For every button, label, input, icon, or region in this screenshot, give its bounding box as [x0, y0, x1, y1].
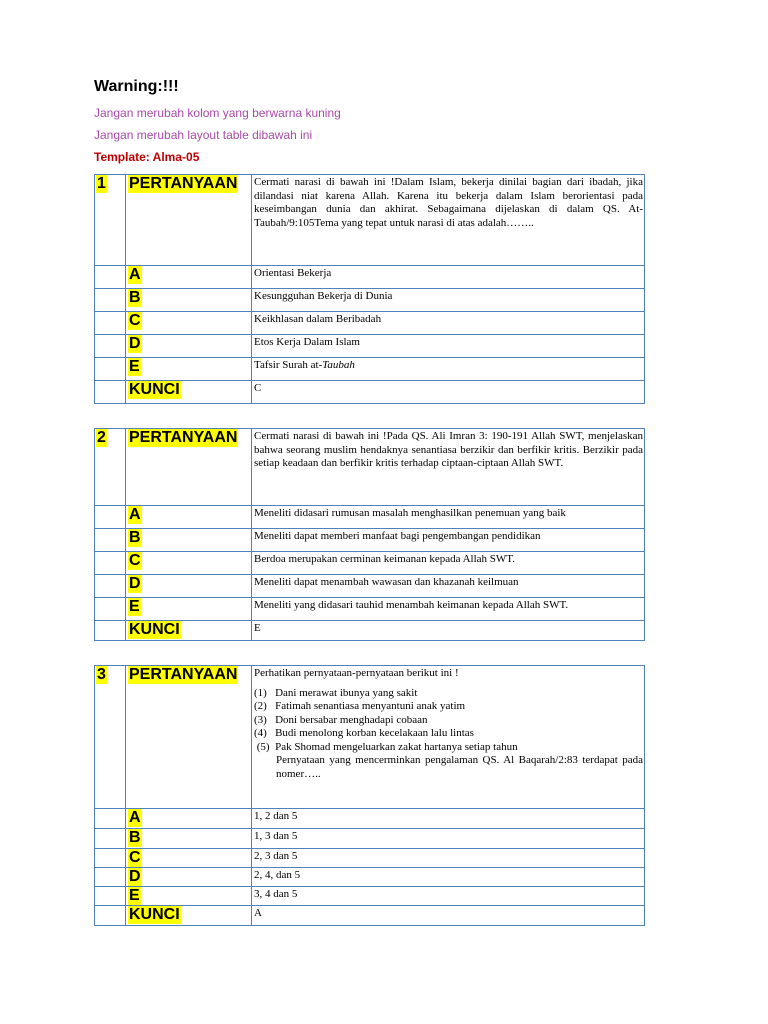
option-row — [95, 868, 645, 887]
option-letter: D — [129, 575, 141, 592]
option-row — [95, 809, 645, 829]
option-text: 1, 2 dan 5 — [252, 809, 645, 829]
question-label: PERTANYAAN — [129, 429, 238, 446]
option-letter: A — [129, 506, 141, 523]
option-letter: C — [129, 849, 141, 866]
option-text: Berdoa merupakan cerminan keimanan kepada Allah SWT. — [252, 552, 645, 575]
note-line-2: Jangan merubah layout table dibawah ini — [94, 128, 313, 142]
key-label: KUNCI — [129, 621, 180, 638]
option-row — [95, 887, 645, 906]
option-letter: E — [129, 887, 140, 904]
question-number: 1 — [97, 175, 106, 192]
question-row — [95, 429, 645, 506]
question-text: Cermati narasi di bawah ini !Pada QS. Ali Imran 3: 190-191 Allah SWT, menjelaskan bahwa seorang muslim hendaknya senantiasa berzikir dan berfikir kritis. Berzikir pada setiap keadaan dan berfikir kritis terhadap ciptaan-ciptaan Allah SWT. — [252, 429, 645, 506]
option-row — [95, 358, 645, 381]
question-label: PERTANYAAN — [129, 666, 238, 683]
statement-list — [254, 687, 643, 755]
key-row — [95, 621, 645, 641]
option-letter: B — [129, 529, 141, 546]
option-row — [95, 289, 645, 312]
option-text: Etos Kerja Dalam Islam — [252, 335, 645, 358]
statement-item: (2) Fatimah senantiasa menyantuni anak yatim — [254, 700, 466, 712]
key-value: C — [252, 381, 645, 404]
option-text: Meneliti dapat menambah wawasan dan khazanah keilmuan — [252, 575, 645, 598]
option-row — [95, 335, 645, 358]
question-text: Cermati narasi di bawah ini !Dalam Islam, bekerja dinilai bagian dari ibadah, jika dilandasi niat karena Allah. Karena itu bekerja dalam Islam berorientasi pada keseimbangan dunia dan akhirat. Sebagaimana dijelaskan di dalam QS. At- Taubah/9:105Tema yang tepat untuk narasi di atas adalah…….. — [252, 175, 645, 266]
question-intro: Perhatikan pernyataan-pernyataan berikut ini ! — [254, 667, 459, 679]
option-text: Kesungguhan Bekerja di Dunia — [252, 289, 645, 312]
question-table-3 — [94, 665, 645, 926]
question-row — [95, 175, 645, 266]
option-row — [95, 849, 645, 868]
option-text: Meneliti didasari rumusan masalah menghasilkan penemuan yang baik — [252, 506, 645, 529]
question-text — [252, 666, 645, 809]
option-row — [95, 506, 645, 529]
option-letter: B — [129, 289, 141, 306]
question-closing: Pernyataan yang mencerminkan pengalaman QS. Al Baqarah/2:83 terdapat pada nomer….. — [276, 754, 643, 780]
warning-heading: Warning:!!! — [94, 78, 179, 95]
option-text: Keikhlasan dalam Beribadah — [252, 312, 645, 335]
option-text: Meneliti dapat memberi manfaat bagi pengembangan pendidikan — [252, 529, 645, 552]
option-row — [95, 829, 645, 849]
option-letter: C — [129, 312, 141, 329]
key-row — [95, 906, 645, 926]
option-letter: C — [129, 552, 141, 569]
statement-item: (4) Budi menolong korban kecelakaan lalu lintas — [254, 727, 474, 739]
option-row — [95, 552, 645, 575]
question-label: PERTANYAAN — [129, 175, 238, 192]
statement-item: (1) Dani merawat ibunya yang sakit — [254, 686, 418, 699]
option-text: 3, 4 dan 5 — [252, 887, 645, 906]
option-row — [95, 529, 645, 552]
question-number: 2 — [97, 429, 106, 446]
note-line-1: Jangan merubah kolom yang berwarna kuning — [94, 106, 341, 120]
option-row — [95, 312, 645, 335]
option-letter: B — [129, 829, 141, 846]
option-text: Tafsir Surah at-Taubah — [252, 358, 645, 381]
option-text: 1, 3 dan 5 — [252, 829, 645, 849]
statement-item: (5) Pak Shomad mengeluarkan zakat hartanya setiap tahun — [254, 740, 518, 753]
option-letter: A — [129, 809, 141, 826]
option-letter: E — [129, 598, 140, 615]
key-value: A — [252, 906, 645, 926]
key-value: E — [252, 621, 645, 641]
question-table-2 — [94, 428, 645, 641]
option-letter: A — [129, 266, 141, 283]
option-row — [95, 575, 645, 598]
option-text: 2, 4, dan 5 — [252, 868, 645, 887]
template-label: Template: Alma-05 — [94, 150, 200, 164]
key-row — [95, 381, 645, 404]
question-number: 3 — [97, 666, 106, 683]
key-label: KUNCI — [129, 381, 180, 398]
option-text: 2, 3 dan 5 — [252, 849, 645, 868]
key-label: KUNCI — [129, 906, 180, 923]
option-letter: D — [129, 868, 141, 885]
question-row — [95, 666, 645, 809]
question-table-1 — [94, 174, 645, 404]
option-letter: D — [129, 335, 141, 352]
option-row — [95, 598, 645, 621]
option-text: Meneliti yang didasari tauhid menambah keimanan kepada Allah SWT. — [252, 598, 645, 621]
option-row — [95, 266, 645, 289]
option-letter: E — [129, 358, 140, 375]
option-text: Orientasi Bekerja — [252, 266, 645, 289]
statement-item: (3) Doni bersabar menghadapi cobaan — [254, 713, 428, 726]
document-page — [94, 78, 643, 950]
